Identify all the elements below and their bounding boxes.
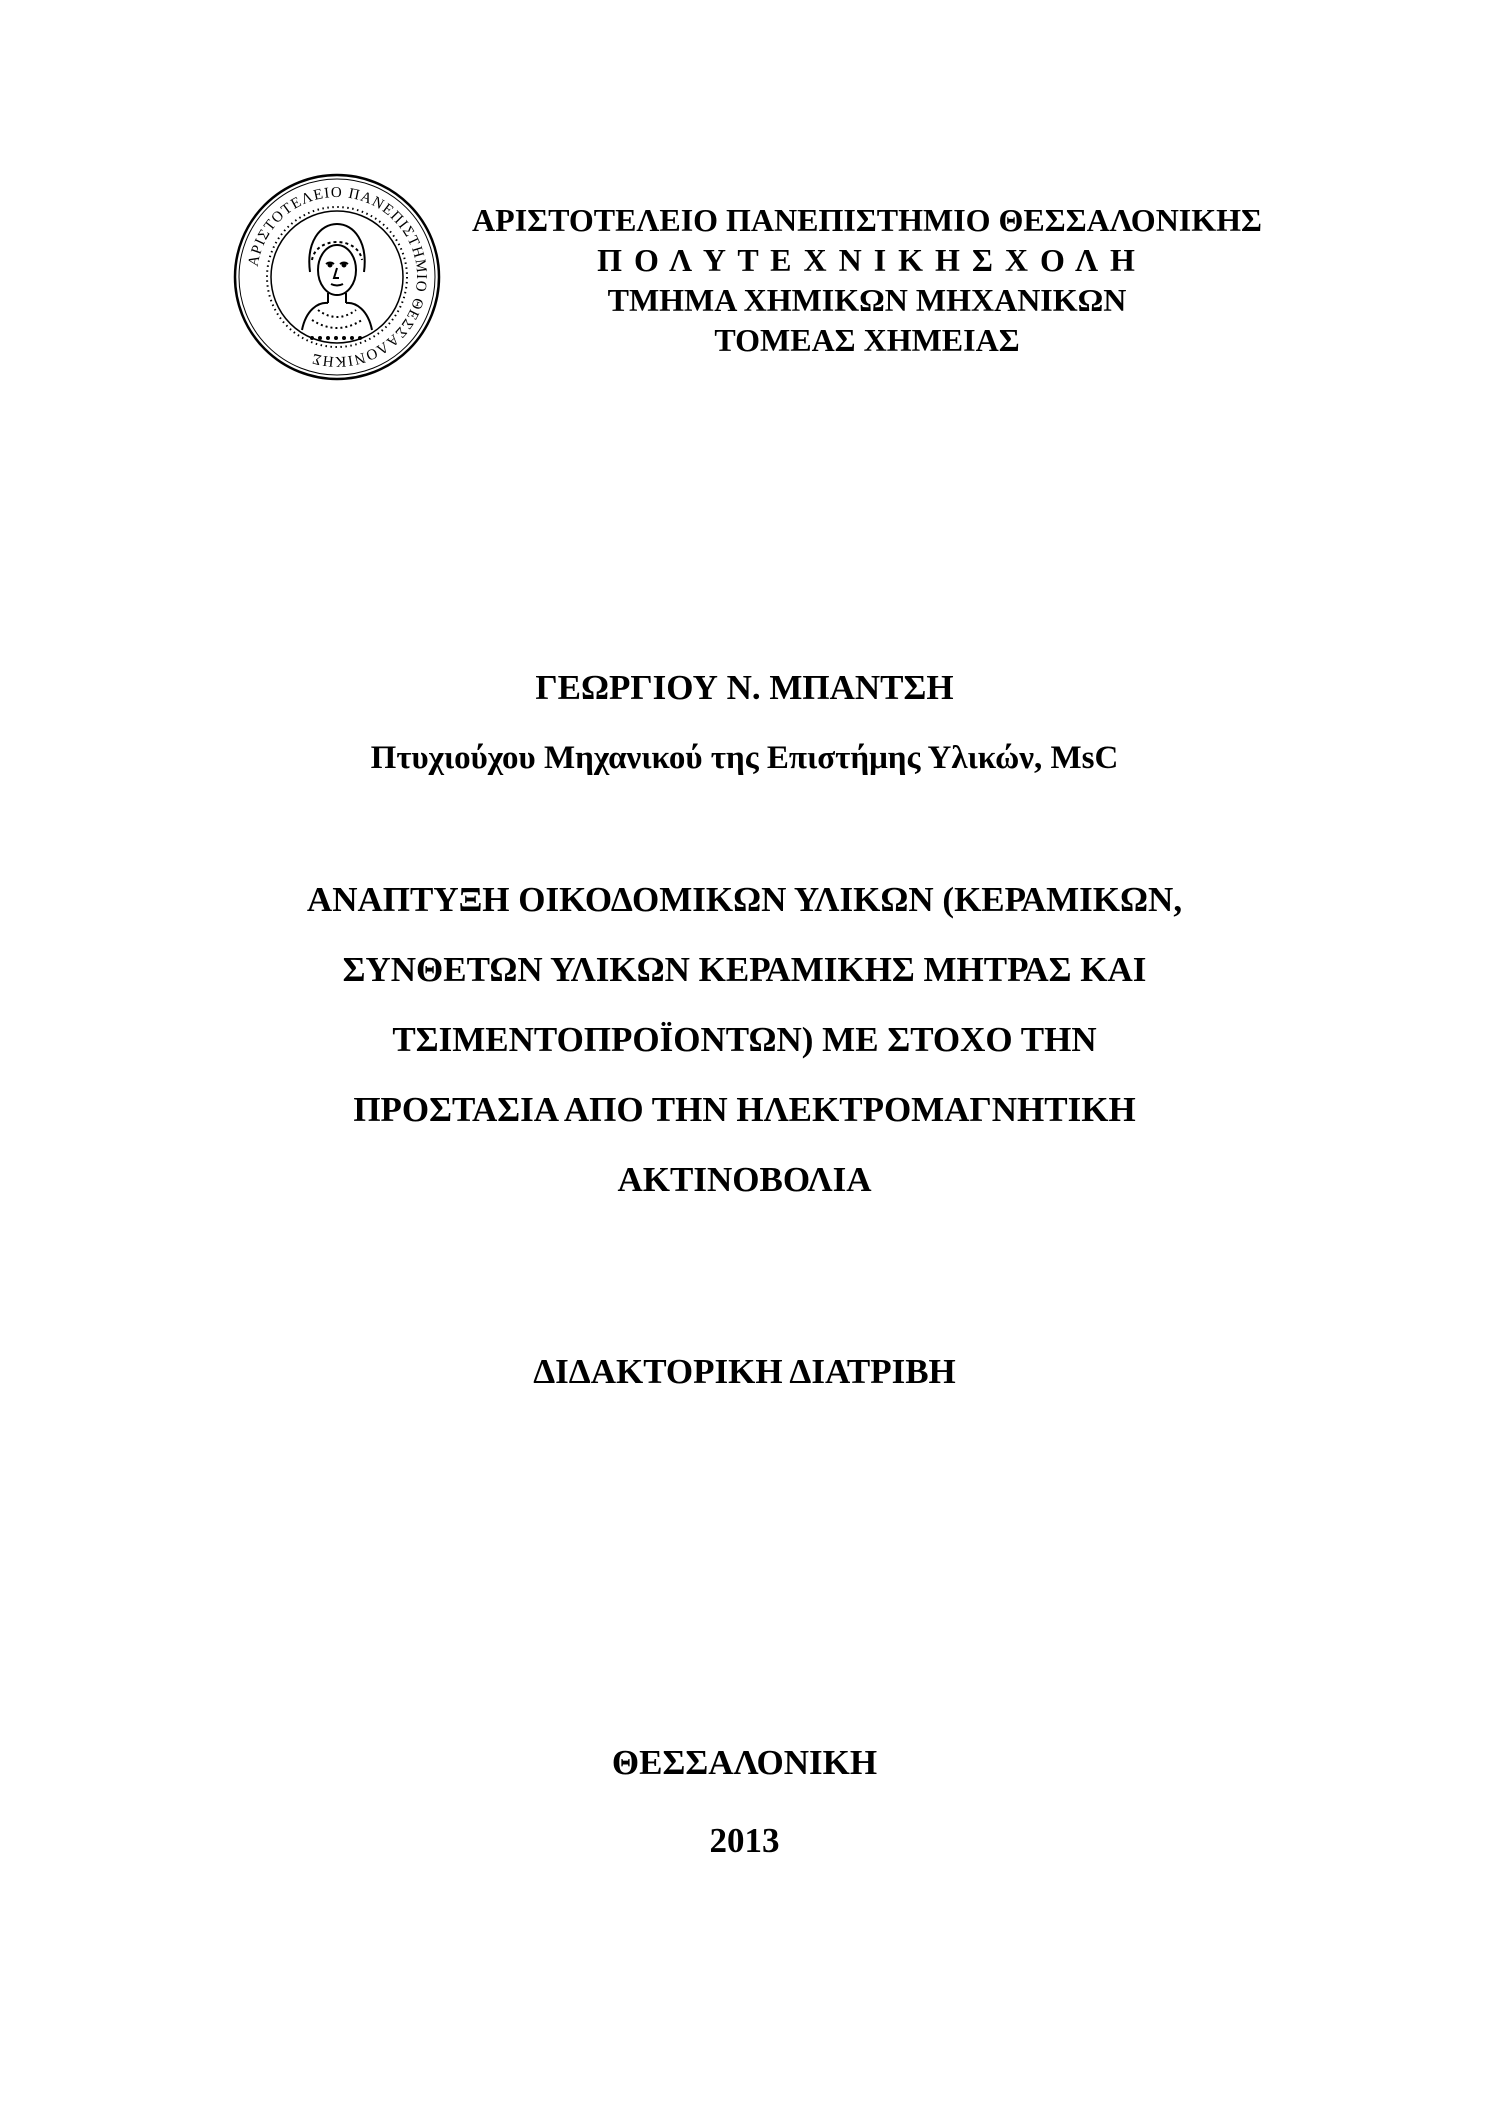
university-name: ΑΡΙΣΤΟΤΕΛΕΙΟ ΠΑΝΕΠΙΣΤΗΜΙΟ ΘΕΣΣΑΛΟΝΙΚΗΣ — [472, 202, 1262, 238]
thesis-title-line: ΠΡΟΣΤΑΣΙΑ ΑΠΟ ΤΗΝ ΗΛΕΚΤΡΟΜΑΓΝΗΤΙΚΗ — [353, 1090, 1136, 1129]
school-name: Π Ο Λ Υ Τ Ε Χ Ν Ι Κ Η Σ Χ Ο Λ Η — [597, 242, 1137, 278]
city: ΘΕΣΣΑΛΟΝΙΚΗ — [611, 1743, 878, 1782]
author-degree: Πτυχιούχου Μηχανικού της Επιστήμης Υλικών, MsC — [370, 740, 1119, 776]
author-name: ΓΕΩΡΓΙΟΥ Ν. ΜΠΑΝΤΣΗ — [535, 668, 954, 707]
document-type: ΔΙΔΑΚΤΟΡΙΚΗ ΔΙΑΤΡΙΒΗ — [533, 1352, 956, 1391]
university-seal-icon — [232, 172, 442, 382]
sector-name: ΤΟΜΕΑΣ ΧΗΜΕΙΑΣ — [714, 322, 1020, 358]
year: 2013 — [709, 1821, 780, 1860]
thesis-title-line: ΑΝΑΠΤΥΞΗ ΟΙΚΟΔΟΜΙΚΩΝ ΥΛΙΚΩΝ (ΚΕΡΑΜΙΚΩΝ, — [306, 880, 1183, 919]
department-name: ΤΜΗΜΑ ΧΗΜΙΚΩΝ ΜΗΧΑΝΙΚΩΝ — [607, 282, 1127, 318]
thesis-title-line: ΣΥΝΘΕΤΩΝ ΥΛΙΚΩΝ ΚΕΡΑΜΙΚΗΣ ΜΗΤΡΑΣ ΚΑΙ — [342, 950, 1147, 989]
thesis-title-line: ΤΣΙΜΕΝΤΟΠΡΟΪΟΝΤΩΝ) ΜΕ ΣΤΟΧΟ ΤΗΝ — [392, 1020, 1097, 1059]
thesis-title-line: ΑΚΤΙΝΟΒΟΛΙΑ — [617, 1160, 872, 1199]
svg-text:ΑΡΙΣΤΟΤΕΛΕΙΟ ΠΑΝΕΠΙΣΤΗΜΙΟ ΘΕΣΣ: ΑΡΙΣΤΟΤΕΛΕΙΟ ΠΑΝΕΠΙΣΤΗΜΙΟ ΘΕΣΣΑΛΟΝΙΚΗΣ — [245, 184, 430, 370]
